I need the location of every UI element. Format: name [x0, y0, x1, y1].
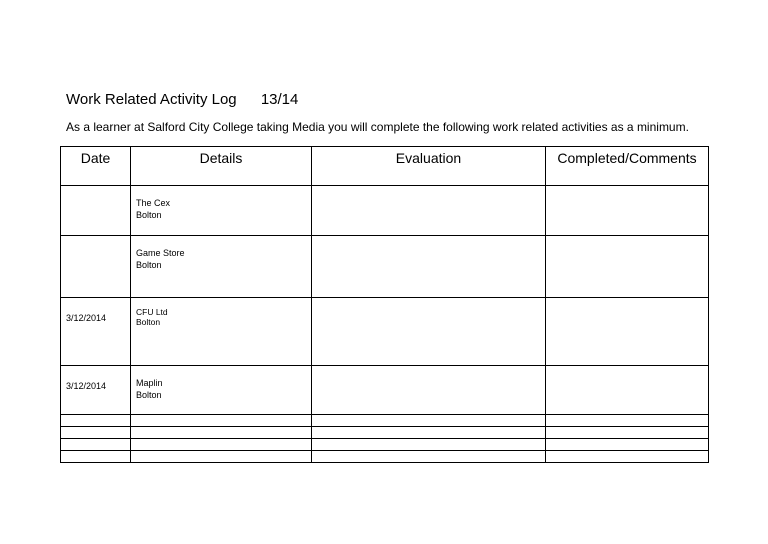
empty-cell — [312, 451, 546, 463]
table-header-row — [61, 147, 709, 186]
activity-log-table — [60, 146, 709, 463]
header-completed: Completed/Comments — [546, 147, 709, 186]
details-place: Game Store — [136, 248, 185, 258]
details-cell — [131, 366, 312, 415]
details-location: Bolton — [136, 210, 162, 220]
details-cell — [131, 186, 312, 236]
document-period: 13/14 — [260, 91, 299, 108]
empty-cell — [312, 415, 546, 427]
evaluation-cell — [312, 298, 546, 366]
details-cell — [131, 298, 312, 366]
details-location: Bolton — [136, 317, 161, 327]
empty-row — [61, 427, 709, 439]
empty-row — [61, 451, 709, 463]
header-date: Date — [61, 147, 131, 186]
table-row — [61, 186, 709, 236]
empty-cell — [546, 415, 709, 427]
evaluation-cell — [312, 366, 546, 415]
empty-cell — [546, 451, 709, 463]
completed-cell — [546, 298, 709, 366]
evaluation-cell — [312, 236, 546, 298]
table-row — [61, 236, 709, 298]
empty-cell — [546, 427, 709, 439]
empty-cell — [131, 427, 312, 439]
empty-cell — [546, 439, 709, 451]
details-location: Bolton — [136, 390, 162, 400]
date-cell — [61, 236, 131, 298]
header-evaluation: Evaluation — [312, 147, 546, 186]
date-cell — [61, 186, 131, 236]
details-place: CFU Ltd — [136, 307, 168, 317]
empty-cell — [312, 427, 546, 439]
table-row — [61, 366, 709, 415]
details-location: Bolton — [136, 260, 162, 270]
empty-cell — [131, 451, 312, 463]
empty-cell — [61, 439, 131, 451]
empty-row — [61, 439, 709, 451]
table-row — [61, 298, 709, 366]
date-cell: 3/12/2014 — [61, 366, 131, 415]
empty-cell — [312, 439, 546, 451]
empty-row — [61, 415, 709, 427]
completed-cell — [546, 366, 709, 415]
details-place: Maplin — [136, 378, 163, 388]
title-line — [66, 90, 298, 110]
date-cell: 3/12/2014 — [61, 298, 131, 366]
empty-cell — [131, 415, 312, 427]
completed-cell — [546, 236, 709, 298]
empty-cell — [61, 427, 131, 439]
empty-cell — [61, 415, 131, 427]
empty-cell — [61, 451, 131, 463]
details-cell — [131, 236, 312, 298]
intro-text: As a learner at Salford City College taking Media you will complete the following work related activities as a minimum. — [66, 120, 689, 134]
completed-cell — [546, 186, 709, 236]
header-details: Details — [131, 147, 312, 186]
details-place: The Cex — [136, 198, 171, 208]
evaluation-cell — [312, 186, 546, 236]
document-title: Work Related Activity Log — [66, 91, 237, 108]
empty-cell — [131, 439, 312, 451]
